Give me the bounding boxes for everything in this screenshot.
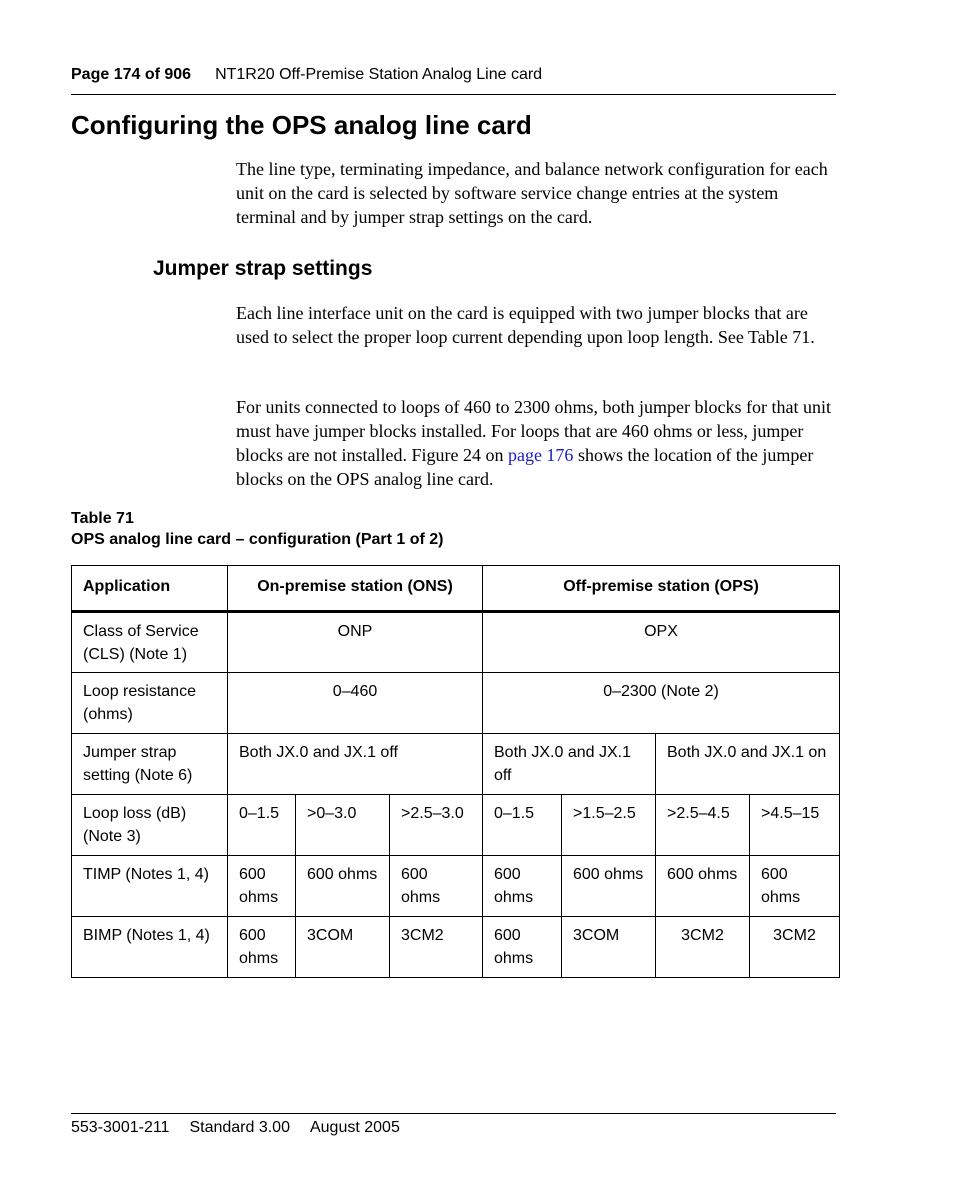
table-cell: Both JX.0 and JX.1 off bbox=[228, 734, 483, 795]
table-cell: 600 ohms bbox=[750, 856, 840, 917]
table-row bbox=[72, 856, 840, 917]
table-cell: 600 ohms bbox=[483, 917, 562, 978]
table-cell: >2.5–4.5 bbox=[656, 795, 750, 856]
table-row bbox=[72, 917, 840, 978]
table-cell: 3CM2 bbox=[656, 917, 750, 978]
table-cell: 0–1.5 bbox=[228, 795, 296, 856]
table-cell: 3COM bbox=[296, 917, 390, 978]
table-cell: Both JX.0 and JX.1 off bbox=[483, 734, 656, 795]
row-label: Loop loss (dB) (Note 3) bbox=[72, 795, 228, 856]
table-cell: >4.5–15 bbox=[750, 795, 840, 856]
table-cell: 3CM2 bbox=[390, 917, 483, 978]
configuration-table bbox=[71, 565, 840, 978]
intro-paragraph: The line type, terminating impedance, and balance network configuration for each unit on the card is selected by software service change entries at the system terminal and by jumper strap settings on the card. bbox=[236, 159, 828, 227]
paragraph-text: shows the location of the jumper blocks on the OPS analog line card. bbox=[236, 445, 814, 489]
header-application: Application bbox=[72, 566, 228, 612]
table-cell: >1.5–2.5 bbox=[562, 795, 656, 856]
section-title: Jumper strap settings bbox=[153, 257, 373, 280]
document-title: NT1R20 Off-Premise Station Analog Line card bbox=[215, 66, 543, 83]
table-cell: 600 ohms bbox=[656, 856, 750, 917]
table-number: Table 71 bbox=[71, 510, 134, 527]
table-cell: OPX bbox=[483, 612, 840, 673]
header-ons: On-premise station (ONS) bbox=[228, 566, 483, 612]
page-title: Configuring the OPS analog line card bbox=[71, 110, 532, 140]
header-ops: Off-premise station (OPS) bbox=[483, 566, 840, 612]
standard-version: Standard 3.00 bbox=[189, 1119, 290, 1136]
row-label: Jumper strap setting (Note 6) bbox=[72, 734, 228, 795]
table-cell: 600 ohms bbox=[390, 856, 483, 917]
jumper-paragraph-1: Each line interface unit on the card is equipped with two jumper blocks that are used to select the proper loop current depending upon loop length. See Table 71. bbox=[236, 303, 815, 347]
table-row bbox=[72, 795, 840, 856]
jumper-paragraph-2 bbox=[236, 395, 836, 491]
footer-divider bbox=[71, 1113, 836, 1114]
table-cell: 3CM2 bbox=[750, 917, 840, 978]
paragraph-text: For units connected to loops of 460 to 2300 ohms, both jumper blocks for that unit must have jumper blocks installed. For loops that are 460 ohms or less, jumper blocks are not installed. Figure 24 on bbox=[236, 397, 831, 465]
table-row bbox=[72, 612, 840, 673]
table-header-row bbox=[72, 566, 840, 612]
header-divider bbox=[71, 94, 836, 95]
page-number: Page 174 of 906 bbox=[71, 66, 192, 83]
publication-date: August 2005 bbox=[309, 1119, 400, 1136]
row-label: TIMP (Notes 1, 4) bbox=[72, 856, 228, 917]
page-footer bbox=[71, 1119, 420, 1137]
row-label: BIMP (Notes 1, 4) bbox=[72, 917, 228, 978]
table-cell: Both JX.0 and JX.1 on bbox=[656, 734, 840, 795]
table-cell: 0–1.5 bbox=[483, 795, 562, 856]
table-caption: OPS analog line card – configuration (Part 1 of 2) bbox=[71, 531, 444, 548]
document-number: 553-3001-211 bbox=[71, 1119, 170, 1136]
row-label: Loop resistance (ohms) bbox=[72, 673, 228, 734]
row-label: Class of Service (CLS) (Note 1) bbox=[72, 612, 228, 673]
page-176-link[interactable]: page 176 bbox=[507, 445, 574, 465]
table-cell: 0–2300 (Note 2) bbox=[483, 673, 840, 734]
table-row bbox=[72, 734, 840, 795]
table-cell: 0–460 bbox=[228, 673, 483, 734]
table-cell: 3COM bbox=[562, 917, 656, 978]
table-cell: >0–3.0 bbox=[296, 795, 390, 856]
table-cell: 600 ohms bbox=[228, 917, 296, 978]
table-cell: 600 ohms bbox=[296, 856, 390, 917]
page-header bbox=[71, 66, 542, 84]
table-cell: >2.5–3.0 bbox=[390, 795, 483, 856]
table-cell: 600 ohms bbox=[483, 856, 562, 917]
table-cell: 600 ohms bbox=[228, 856, 296, 917]
table-row bbox=[72, 673, 840, 734]
table-cell: 600 ohms bbox=[562, 856, 656, 917]
table-cell: ONP bbox=[228, 612, 483, 673]
